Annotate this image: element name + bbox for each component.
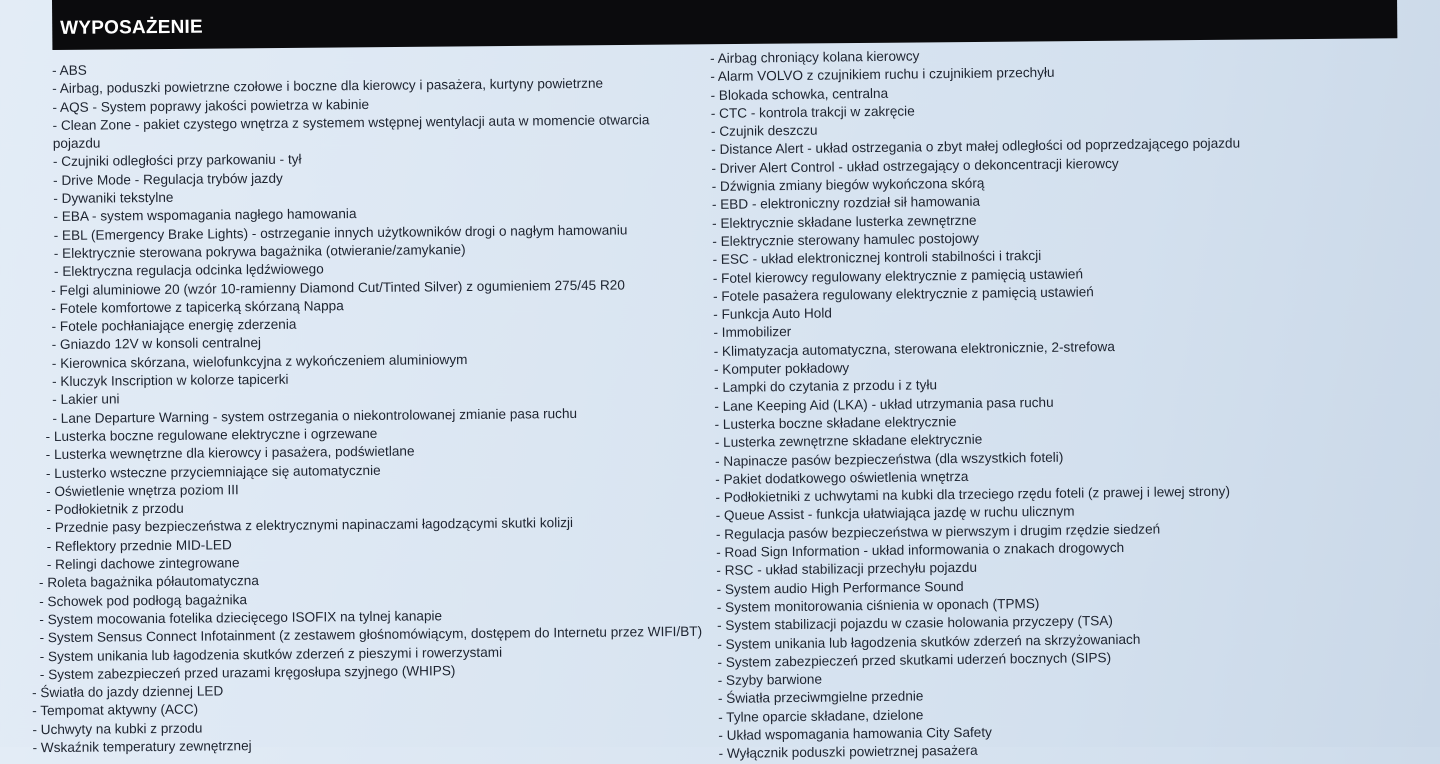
- equipment-item: - Klimatyzacja automatyczna, sterowana elektronicznie, 2-strefowa: [713, 338, 1115, 359]
- equipment-item: - System zabezpieczeń przed urazami kręgosłupa szyjnego (WHIPS): [39, 662, 456, 682]
- equipment-item: - Funkcja Auto Hold: [713, 305, 832, 323]
- equipment-item: - Lakier uni: [52, 391, 120, 408]
- equipment-item: - Czujnik deszczu: [710, 122, 818, 140]
- equipment-item: - Elektrycznie sterowany hamulec postojowy: [712, 230, 980, 249]
- equipment-item: - Szyby barwione: [717, 671, 823, 689]
- equipment-item: - Kluczyk Inscription w kolorze tapicerki: [51, 371, 289, 390]
- equipment-item: - RSC - układ stabilizacji przechyłu pojazdu: [716, 560, 978, 579]
- equipment-item: - Lusterka boczne składane elektrycznie: [714, 413, 957, 432]
- equipment-list-right: [710, 42, 1379, 764]
- equipment-item: - Podłokietniki z uchwytami na kubki dla trzeciego rzędu foteli (z prawej i lewej strony): [715, 483, 1231, 506]
- equipment-item: - Clean Zone - pakiet czystego wnętrza z systemem wstępnej wentylacji auta w momencie otwarcia pojazdu: [52, 112, 650, 152]
- equipment-item: - Airbag chroniący kolana kierowcy: [710, 48, 920, 66]
- equipment-item: - Dźwignia zmiany biegów wykończona skórą: [711, 175, 985, 195]
- equipment-item: - Lusterko wsteczne przyciemniające się automatycznie: [45, 462, 381, 481]
- equipment-item: - EBD - elektroniczny rozdział sił hamowania: [711, 194, 981, 213]
- equipment-item: - Drive Mode - Regulacja trybów jazdy: [53, 170, 283, 188]
- equipment-item: - Światła do jazdy dziennej LED: [31, 683, 224, 701]
- equipment-item: - Roleta bagażnika półautomatyczna: [38, 573, 259, 591]
- equipment-item: - Queue Assist - funkcja ułatwiająca jazdę w ruchu ulicznym: [715, 504, 1075, 524]
- equipment-item: - Światła przeciwmgielne przednie: [717, 688, 924, 707]
- equipment-item: - Distance Alert - układ ostrzegania o zbyt małej odległości od poprzedzającego pojazdu: [711, 136, 1241, 158]
- equipment-item: - System monitorowania ciśnienia w oponach (TPMS): [716, 595, 1040, 615]
- equipment-item: - CTC - kontrola trakcji w zakręcie: [710, 103, 915, 121]
- equipment-item: - Elektrycznie sterowana pokrywa bagażnika (otwieranie/zamykanie): [53, 242, 466, 261]
- equipment-item: - Tylne oparcie składane, dzielone: [718, 707, 924, 725]
- equipment-item: - System stabilizacji pojazdu w czasie holowania przyczepy (TSA): [716, 613, 1113, 634]
- equipment-item: - Podłokietnik z przodu: [46, 500, 184, 518]
- equipment-item: - Napinacze pasów bezpieczeństwa (dla wszystkich foteli): [714, 449, 1064, 469]
- equipment-item: - Gniazdo 12V w konsoli centralnej: [51, 335, 262, 353]
- equipment-item: - EBL (Emergency Brake Lights) - ostrzeganie innych użytkowników drogi o nagłym hamowaniu: [53, 222, 628, 243]
- equipment-item: - Reflektory przednie MID-LED: [46, 537, 232, 554]
- equipment-item: - AQS - System poprawy jakości powietrza w kabinie: [52, 96, 370, 115]
- equipment-item: - Lampki do czytania z przodu i z tyłu: [714, 377, 938, 396]
- equipment-item: - Wyłącznik poduszki powietrznej pasażera: [718, 743, 978, 762]
- equipment-item: - Driver Alert Control - układ ostrzegający o dekoncentracji kierowcy: [711, 155, 1119, 176]
- equipment-item: - Lane Keeping Aid (LKA) - układ utrzymania pasa ruchu: [714, 394, 1054, 414]
- equipment-item: - Fotele komfortowe z tapicerką skórzaną Nappa: [51, 298, 344, 316]
- equipment-item: - Felgi aluminiowe 20 (wzór 10-ramienny Diamond Cut/Tinted Silver) z ogumieniem 275/45 R20: [51, 277, 625, 298]
- equipment-item: - Immobilizer: [713, 324, 792, 341]
- equipment-item: - Uchwyty na kubki z przodu: [32, 720, 203, 737]
- section-title: WYPOSAŻENIE: [60, 16, 203, 39]
- equipment-item: - Lusterka boczne regulowane elektryczne i ogrzewane: [45, 425, 378, 445]
- equipment-item: - System zabezpieczeń przed skutkami uderzeń bocznych (SIPS): [717, 649, 1112, 670]
- equipment-item: - Oświetlenie wnętrza poziom III: [46, 482, 239, 499]
- equipment-item: - Elektrycznie składane lusterka zewnętrzne: [712, 212, 977, 231]
- equipment-item: - Lusterka wewnętrzne dla kierowcy i pasażera, podświetlane: [45, 443, 415, 463]
- equipment-item: - Układ wspomagania hamowania City Safety: [718, 724, 992, 743]
- equipment-item: - Wskaźnik temperatury zewnętrznej: [32, 738, 252, 756]
- equipment-item: - System audio High Performance Sound: [716, 578, 964, 597]
- equipment-item: - Regulacja pasów bezpieczeństwa w pierwszym i drugim rzędzie siedzeń: [715, 521, 1161, 542]
- equipment-item: - Czujniki odległości przy parkowaniu - tył: [52, 152, 302, 170]
- equipment-item: - ESC - układ elektronicznej kontroli stabilności i trakcji: [712, 248, 1042, 268]
- equipment-item: - System Sensus Connect Infotainment (z zestawem głośnomówiącym, dostępem do Internetu przez WIFI/BT): [39, 623, 703, 646]
- equipment-item: - Elektryczna regulacja odcinka lędźwiowego: [53, 261, 324, 280]
- equipment-item: - Fotele pasażera regulowany elektrycznie z pamięcią ustawień: [712, 284, 1094, 304]
- equipment-item: - Lusterka zewnętrzne składane elektrycznie: [714, 431, 983, 451]
- equipment-item: - Dywaniki tekstylne: [53, 189, 174, 207]
- equipment-item: - System unikania lub łagodzenia skutków zderzeń na skrzyżowaniach: [717, 631, 1141, 652]
- equipment-item: - Przednie pasy bezpieczeństwa z elektrycznymi napinaczami łagodzącymi skutki kolizji: [46, 515, 574, 536]
- equipment-item: - Schowek pod podłogą bagażnika: [39, 591, 248, 609]
- equipment-item: - Fotele pochłaniające energię zderzenia: [51, 316, 297, 335]
- equipment-item: - Relingi dachowe zintegrowane: [46, 555, 240, 573]
- equipment-item: - System mocowania fotelika dziecięcego ISOFIX na tylnej kanapie: [39, 608, 443, 628]
- equipment-list-left: [31, 56, 704, 757]
- equipment-item: - Kierownica skórzana, wielofunkcyjna z wykończeniem aluminiowym: [51, 351, 468, 371]
- section-header-bar: [52, 0, 1397, 50]
- equipment-item: - Pakiet dodatkowego oświetlenia wnętrza: [715, 468, 969, 487]
- equipment-item: - Fotel kierowcy regulowany elektrycznie z pamięcią ustawień: [712, 266, 1084, 286]
- equipment-item: - Alarm VOLVO z czujnikiem ruchu i czujnikiem przechyłu: [710, 65, 1055, 85]
- equipment-item: - System unikania lub łagodzenia skutków zderzeń z pieszymi i rowerzystami: [39, 644, 503, 664]
- equipment-item: - Komputer pokładowy: [713, 360, 850, 378]
- equipment-item: - Lane Departure Warning - system ostrzegania o niekontrolowanej zmianie pasa ruchu: [52, 405, 578, 426]
- equipment-item: - Airbag, poduszki powietrzne czołowe i boczne dla kierowcy i pasażera, kurtyny powietrzne: [52, 76, 604, 97]
- equipment-item: - Blokada schowka, centralna: [710, 85, 889, 103]
- equipment-item: - EBA - system wspomagania nagłego hamowania: [53, 206, 357, 225]
- equipment-item: - ABS: [52, 62, 87, 78]
- equipment-item: - Tempomat aktywny (ACC): [32, 702, 199, 719]
- equipment-item: - Road Sign Information - układ informowania o znakach drogowych: [716, 539, 1125, 560]
